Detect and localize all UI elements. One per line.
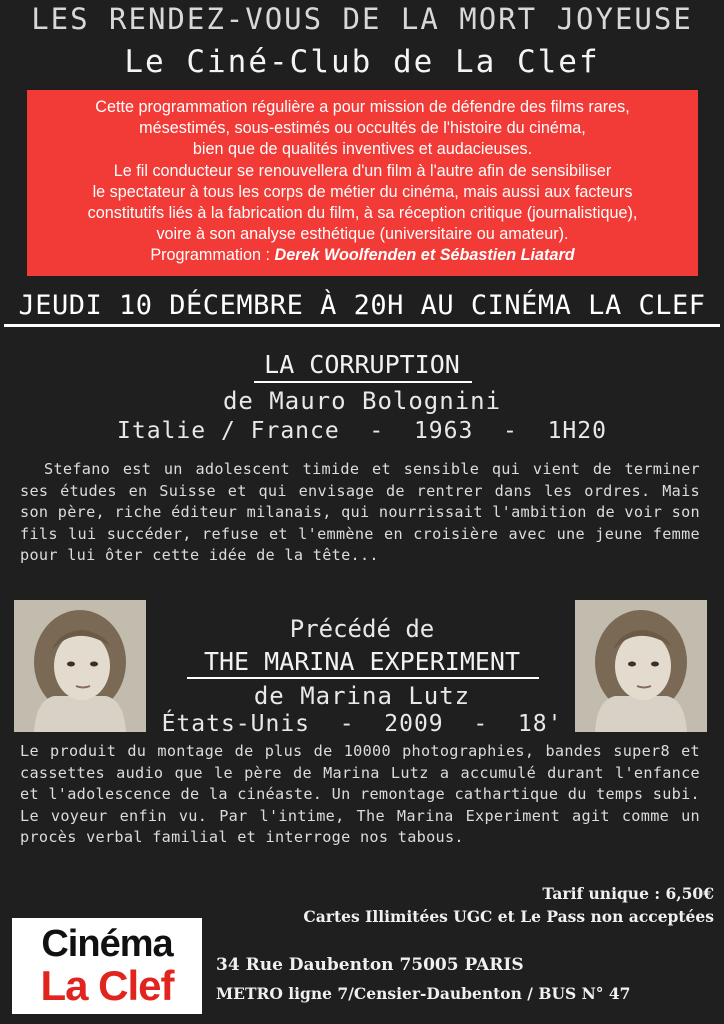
date-underline <box>4 324 720 327</box>
transport-info: METRO ligne 7/Censier-Daubenton / BUS N° 47 <box>216 984 631 1003</box>
film2-title-underline <box>187 677 539 679</box>
cine-club-title: Le Ciné-Club de La Clef <box>124 44 600 80</box>
film1-title-underline <box>254 381 472 383</box>
event-date: JEUDI 10 DÉCEMBRE À 20H AU CINÉMA LA CLEF <box>18 290 706 321</box>
programmation-label: Programmation : <box>150 246 275 265</box>
film2-meta: États-Unis - 2009 - 18' <box>161 711 563 737</box>
programmation-line <box>27 245 698 266</box>
film1-director: de Mauro Bolognini <box>222 387 502 415</box>
film1-synopsis: Stefano est un adolescent timide et sensible qui vient de terminer ses études en Suisse et qui envisage de rentrer dans les ordres. Mais son père, riche éditeur milanais, qui nourrissait l'ambition de voir son fils lui succéder, refuse et l'emmène en croisière avec une jeune femme pour lui ôter cette idée de la tête... <box>20 460 700 564</box>
cards-notice: Cartes Illimitées UGC et Le Pass non acceptées <box>303 907 714 926</box>
film1-meta: Italie / France - 1963 - 1H20 <box>117 418 607 444</box>
intro-line: voire à son analyse esthétique (universitaire ou amateur). <box>156 225 569 244</box>
intro-box <box>27 90 698 276</box>
intro-line: constitutifs liés à la fabrication du film, à sa réception critique (journalistique), <box>87 204 638 223</box>
venue-address: 34 Rue Daubenton 75005 PARIS <box>216 955 524 975</box>
cinema-logo <box>12 918 202 1014</box>
intro-line: le spectateur à tous les corps de métier du cinéma, mais aussi aux facteurs <box>92 182 633 201</box>
logo-line2: La Clef <box>40 962 174 1009</box>
programmers-names: Derek Woolfenden et Sébastien Liatard <box>274 246 575 265</box>
intro-line: mésestimés, sous-estimés ou occultés de l'histoire du cinéma, <box>139 119 586 138</box>
film2-title: THE MARINA EXPERIMENT <box>203 647 521 676</box>
logo-line1: Cinéma <box>41 923 173 965</box>
intro-line: Le fil conducteur se renouvellera d'un film à l'autre afin de sensibiliser <box>113 161 612 180</box>
price-tarif: Tarif unique : 6,50€ <box>542 884 714 903</box>
intro-line: Cette programmation régulière a pour mission de défendre des films rares, <box>95 98 630 116</box>
film1-title: LA CORRUPTION <box>264 350 460 379</box>
intro-line: bien que de qualités inventives et audacieuses. <box>192 140 533 159</box>
film2-director: de Marina Lutz <box>253 682 471 710</box>
series-title: LES RENDEZ-VOUS DE LA MORT JOYEUSE <box>31 2 693 36</box>
film2-synopsis: Le produit du montage de plus de 10000 photographies, bandes super8 et cassettes audio que le père de Marina Lutz a accumulé durant l'enfance et l'adolescence de la cinéaste. Un remontage cathartique du temps subi. Le voyeur enfin vu. Par l'intime, The Marina Experiment agit comme un procès verbal familial et interroge nos tabous. <box>20 742 700 846</box>
film2-preceded-label: Précédé de <box>289 615 435 643</box>
